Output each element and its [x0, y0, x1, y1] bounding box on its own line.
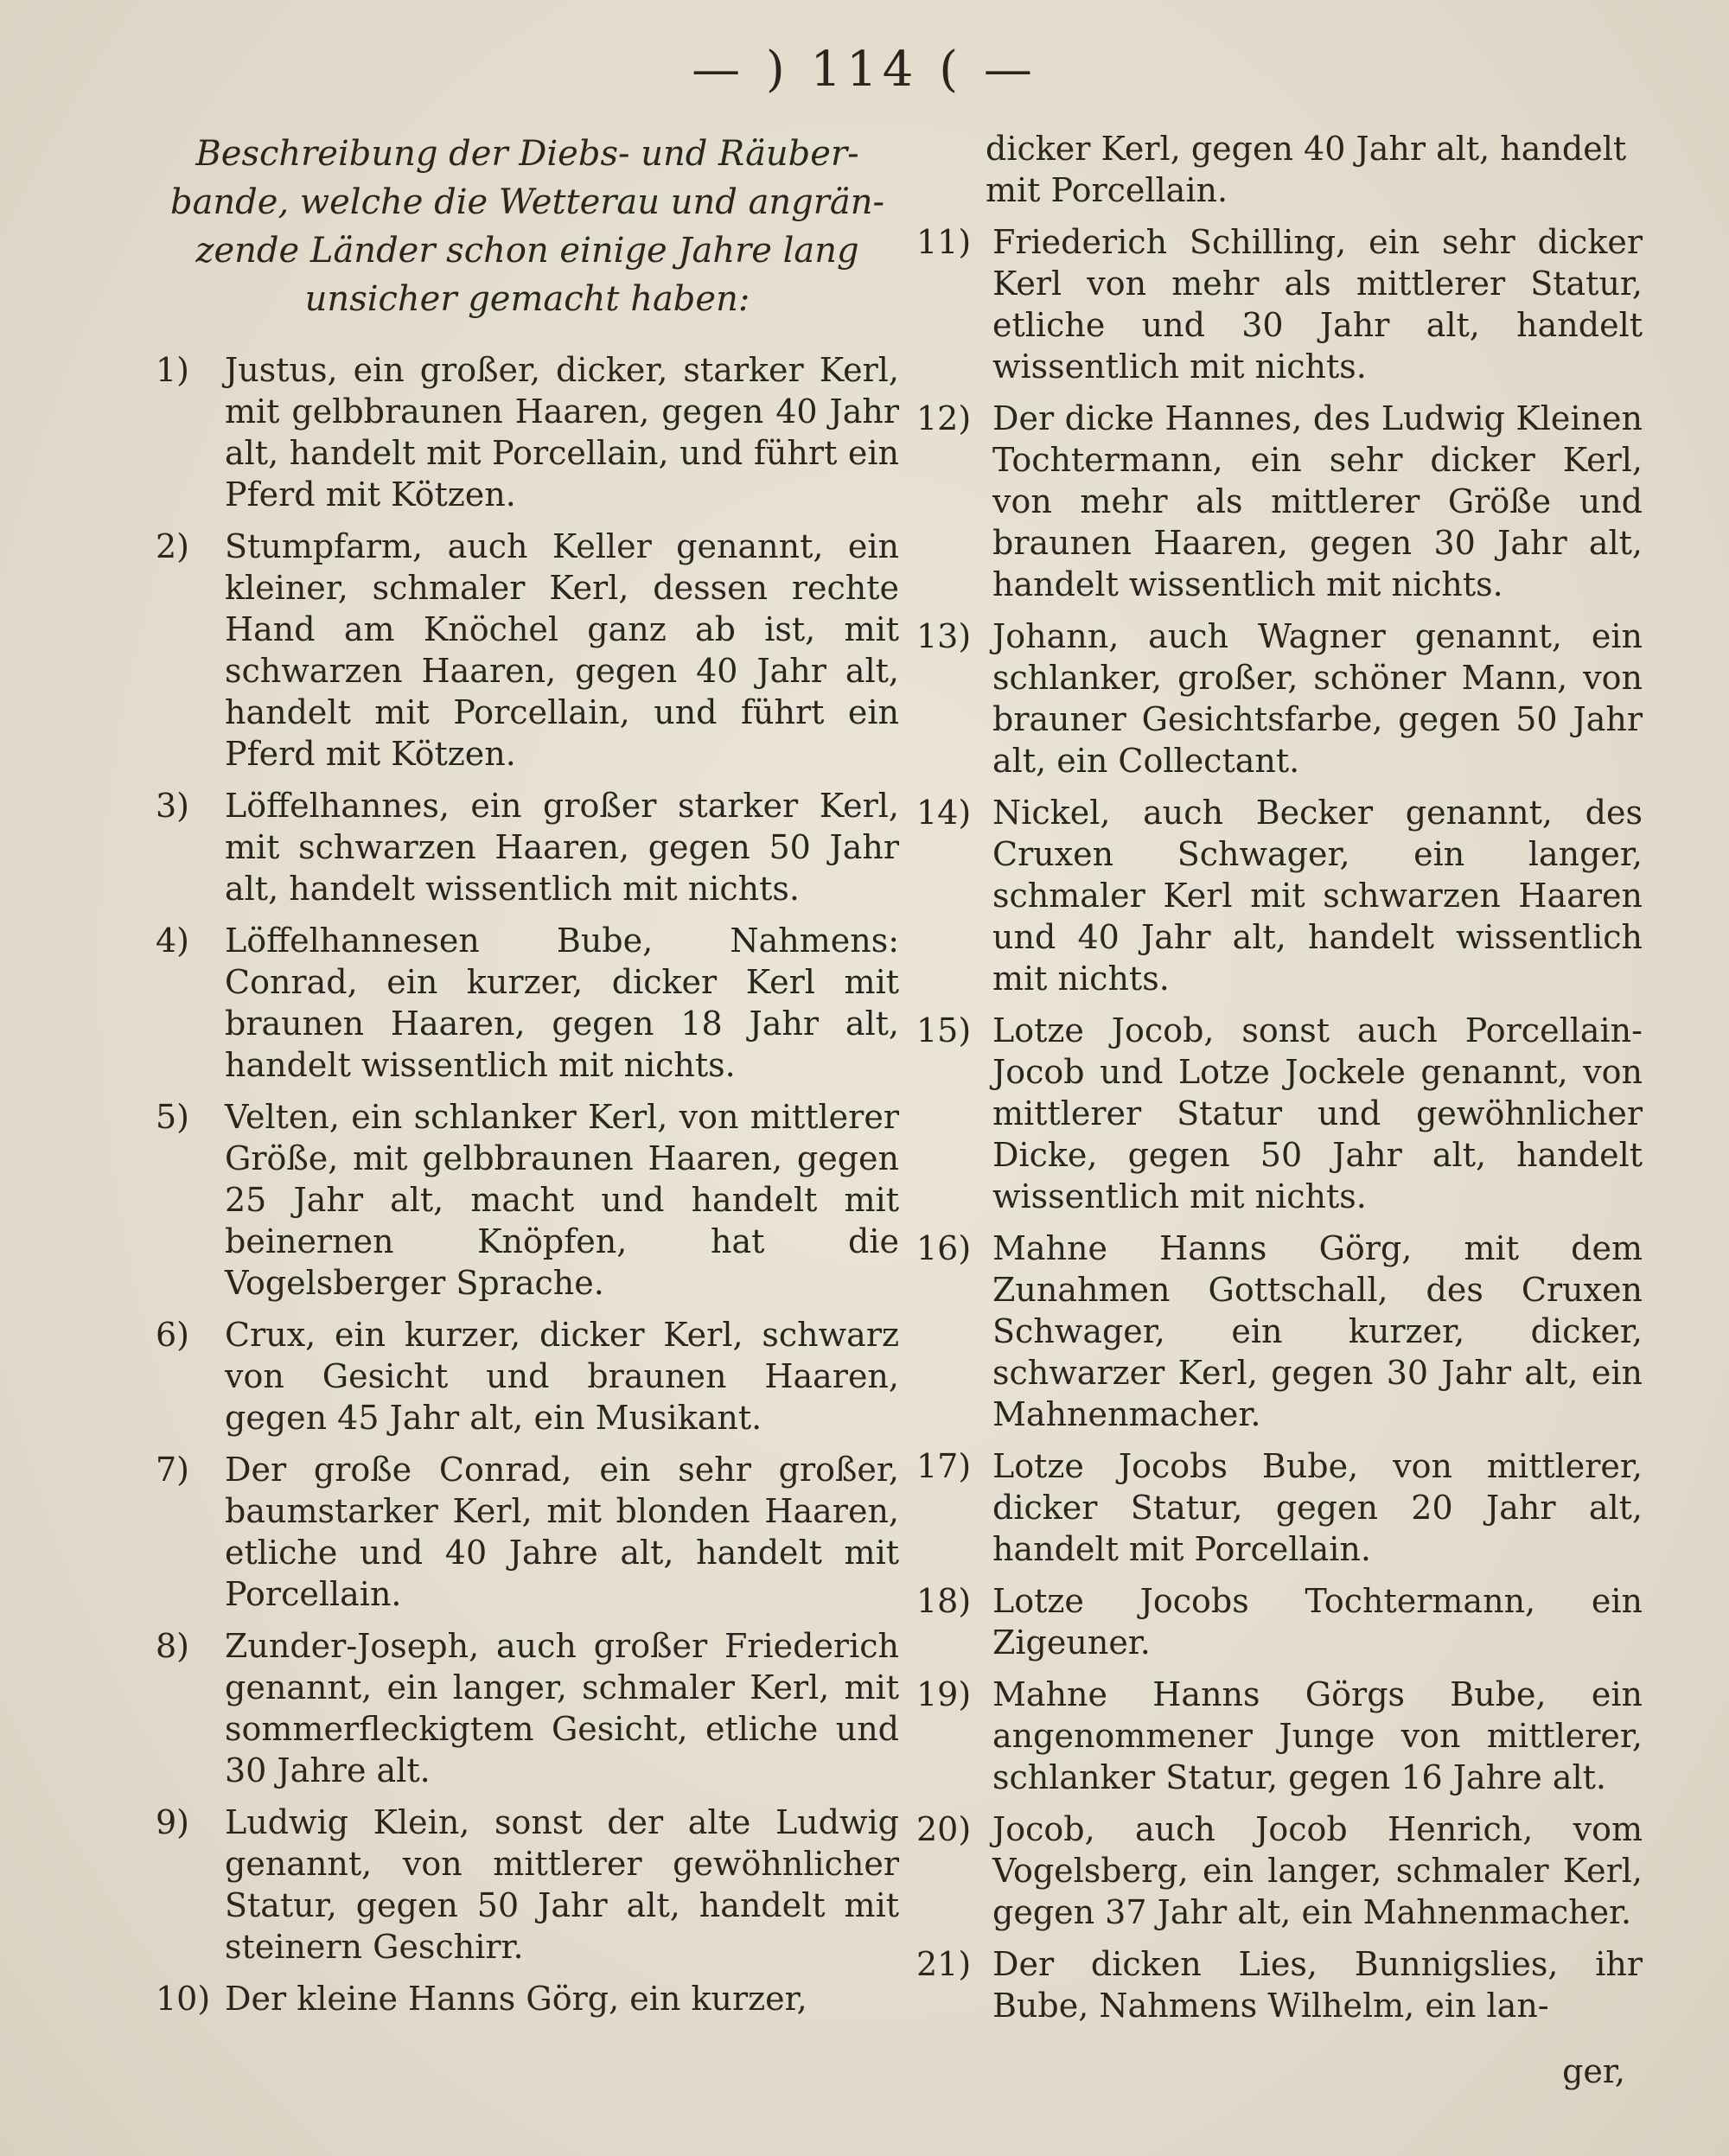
entry-number: 9)	[156, 1803, 190, 1841]
title-line: Beschreibung der Diebs- und Räuber-	[195, 134, 859, 174]
list-item	[916, 1674, 1643, 1798]
list-item	[916, 1228, 1643, 1435]
list-item	[156, 526, 899, 775]
entry-text: Johann, auch Wagner genannt, ein schlanker, großer, schöner Mann, von brauner Gesichtsfarbe, gegen 50 Jahr alt, ein Collectant.	[992, 617, 1643, 780]
list-item	[916, 616, 1643, 781]
entry-number: 21)	[916, 1945, 972, 1983]
list-item	[916, 1010, 1643, 1217]
title-line: bande, welche die Wetterau und angrän-	[169, 182, 885, 222]
entry-number: 19)	[916, 1675, 972, 1713]
right-column	[916, 128, 1643, 2037]
entry-text: Lotze Jocobs Tochtermann, ein Zigeuner.	[992, 1582, 1643, 1662]
entry-number: 14)	[916, 794, 972, 832]
page-number: — ) 114 ( —	[692, 41, 1037, 98]
list-item	[916, 221, 1643, 387]
title-line: zende Länder schon einige Jahre lang	[195, 231, 859, 271]
entry-number: 6)	[156, 1316, 190, 1354]
list-item	[156, 1802, 899, 1968]
entry-text: Lotze Jocob, sonst auch Porcellain-Jocob und Lotze Jockele genannt, von mittlerer Statur und gewöhnlicher Dicke, gegen 50 Jahr alt, handelt wissentlich mit nichts.	[992, 1011, 1643, 1215]
entry-text: Mahne Hanns Görgs Bube, ein angenommener Junge von mittlerer, schlanker Statur, gegen 16 Jahre alt.	[992, 1675, 1643, 1796]
entry-text: Justus, ein großer, dicker, starker Kerl, mit gelbbraunen Haaren, gegen 40 Jahr alt, handelt mit Porcellain, und führt ein Pferd mit Kötzen.	[225, 351, 899, 513]
entry-text: Lotze Jocobs Bube, von mittlerer, dicker Statur, gegen 20 Jahr alt, handelt mit Porcellain.	[992, 1447, 1643, 1568]
entry-text: Jocob, auch Jocob Henrich, vom Vogelsberg, ein langer, schmaler Kerl, gegen 37 Jahr alt, ein Mahnenmacher.	[992, 1810, 1643, 1931]
list-item	[156, 1096, 899, 1304]
entry-text: Nickel, auch Becker genannt, des Cruxen Schwager, ein langer, schmaler Kerl mit schwarzen Haaren und 40 Jahr alt, handelt wissentlich mit nichts.	[992, 794, 1643, 998]
list-item	[156, 1625, 899, 1791]
list-item	[156, 349, 899, 515]
entry-number: 5)	[156, 1098, 190, 1136]
left-column	[156, 130, 899, 2030]
entry-number: 4)	[156, 922, 190, 960]
entry-text: Der kleine Hanns Görg, ein kurzer,	[225, 1980, 807, 2018]
entry-text: Löffelhannes, ein großer starker Kerl, mit schwarzen Haaren, gegen 50 Jahr alt, handelt wissentlich mit nichts.	[225, 787, 899, 908]
entry-number: 3)	[156, 787, 190, 825]
entry-number: 13)	[916, 617, 972, 655]
list-item	[156, 1314, 899, 1438]
catchword: ger,	[1562, 2052, 1625, 2090]
list-item	[916, 1580, 1643, 1663]
entry-text: Stumpfarm, auch Keller genannt, ein kleiner, schmaler Kerl, dessen rechte Hand am Knöchel ganz ab ist, mit schwarzen Haaren, gegen 40 Jahr alt, handelt mit Porcellain, und führt ein Pferd mit Kötzen.	[225, 527, 899, 773]
list-item	[916, 1445, 1643, 1570]
entry-number: 17)	[916, 1447, 972, 1485]
entry-number: 16)	[916, 1229, 972, 1267]
entry-text: Mahne Hanns Görg, mit dem Zunahmen Gottschall, des Cruxen Schwager, ein kurzer, dicker, schwarzer Kerl, gegen 30 Jahr alt, ein Mahnenmacher.	[992, 1229, 1643, 1433]
entry-number: 2)	[156, 527, 190, 565]
entry-text: Der dicke Hannes, des Ludwig Kleinen Tochtermann, ein sehr dicker Kerl, von mehr als mittlerer Größe und braunen Haaren, gegen 30 Jahr alt, handelt wissentlich mit nichts.	[992, 399, 1643, 603]
entry-text: Der große Conrad, ein sehr großer, baumstarker Kerl, mit blonden Haaren, etliche und 40 Jahre alt, handelt mit Porcellain.	[225, 1451, 899, 1613]
entry-number: 11)	[916, 223, 972, 261]
entry-text: Crux, ein kurzer, dicker Kerl, schwarz von Gesicht und braunen Haaren, gegen 45 Jahr alt, ein Musikant.	[225, 1316, 899, 1437]
entry-number: 20)	[916, 1810, 972, 1848]
entry-number: 18)	[916, 1582, 972, 1620]
entry-number: 7)	[156, 1451, 190, 1489]
list-item	[156, 1449, 899, 1615]
entry-continuation: dicker Kerl, gegen 40 Jahr alt, handelt mit Porcellain.	[986, 130, 1627, 209]
entry-text: Löffelhannesen Bube, Nahmens: Conrad, ein kurzer, dicker Kerl mit braunen Haaren, gegen 18 Jahr alt, handelt wissentlich mit nichts.	[225, 922, 899, 1084]
list-item	[916, 1943, 1643, 2026]
entry-number: 10)	[156, 1980, 211, 2018]
list-item	[916, 792, 1643, 999]
title-block	[156, 130, 899, 323]
entry-text: Zunder-Joseph, auch großer Friederich genannt, ein langer, schmaler Kerl, mit sommerfleckigtem Gesicht, etliche und 30 Jahre alt.	[225, 1627, 899, 1789]
entry-text: Der dicken Lies, Bunnigslies, ihr Bube, Nahmens Wilhelm, ein lan-	[992, 1945, 1643, 2025]
entry-number: 1)	[156, 351, 190, 389]
list-item	[916, 398, 1643, 605]
entry-text: Friederich Schilling, ein sehr dicker Kerl von mehr als mittlerer Statur, etliche und 30 Jahr alt, handelt wissentlich mit nichts.	[992, 223, 1643, 386]
title-line: unsicher gemacht haben:	[304, 279, 750, 319]
entry-number: 15)	[916, 1011, 972, 1049]
list-item	[916, 1808, 1643, 1933]
entry-text: Ludwig Klein, sonst der alte Ludwig genannt, von mittlerer gewöhnlicher Statur, gegen 50 Jahr alt, handelt mit steinern Geschirr.	[225, 1803, 899, 1966]
entry-number: 8)	[156, 1627, 190, 1665]
list-item	[156, 785, 899, 909]
list-item	[156, 1978, 899, 2019]
entry-text: Velten, ein schlanker Kerl, von mittlerer Größe, mit gelbbraunen Haaren, gegen 25 Jahr alt, macht und handelt mit beinernen Knöpfen, hat die Vogelsberger Sprache.	[225, 1098, 899, 1302]
list-item	[156, 920, 899, 1086]
entry-number: 12)	[916, 399, 972, 437]
